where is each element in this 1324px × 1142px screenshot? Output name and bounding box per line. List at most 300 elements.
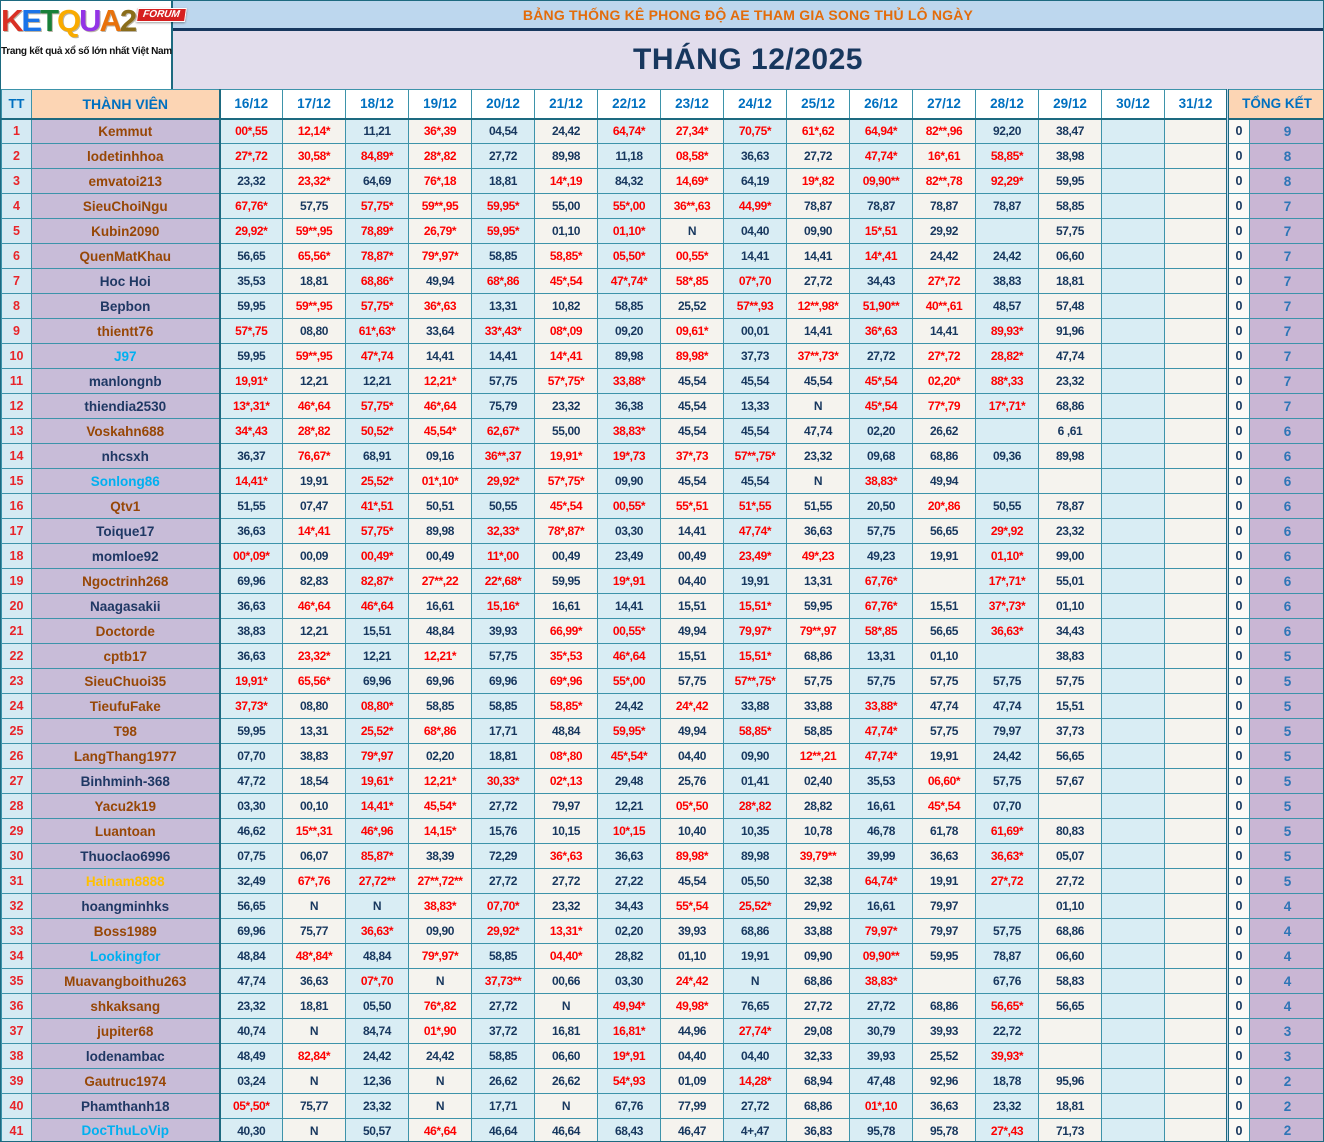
score-cell: 10,40 [661, 819, 724, 844]
score-cell [1165, 1044, 1228, 1069]
score-cell: 38,83* [598, 419, 661, 444]
score-cell: 59,95* [472, 194, 535, 219]
table-row [2, 819, 1324, 844]
score-cell: 04,40* [535, 944, 598, 969]
zero-count-cell: 0 [1228, 819, 1250, 844]
score-cell: 45,54 [661, 394, 724, 419]
row-number: 26 [2, 744, 32, 769]
score-cell [1165, 944, 1228, 969]
row-number: 36 [2, 994, 32, 1019]
score-cell: 15,51 [661, 644, 724, 669]
score-cell: 58*,85 [850, 619, 913, 644]
score-cell: 49,23 [850, 544, 913, 569]
score-cell: 59,95 [913, 944, 976, 969]
zero-count-cell: 0 [1228, 544, 1250, 569]
score-cell: 00,55* [661, 244, 724, 269]
score-cell: 01,41 [724, 769, 787, 794]
score-cell: 49,98* [661, 994, 724, 1019]
row-number: 28 [2, 794, 32, 819]
score-cell: 01,10 [913, 644, 976, 669]
score-cell: 65,56* [283, 244, 346, 269]
total-cell: 5 [1250, 844, 1324, 869]
score-cell: 18,54 [283, 769, 346, 794]
score-cell: 39,99 [850, 844, 913, 869]
member-name[interactable]: nhcsxh [32, 444, 220, 469]
member-name[interactable]: lodenambac [32, 1044, 220, 1069]
score-cell [976, 469, 1039, 494]
score-cell: 27*,72 [976, 869, 1039, 894]
zero-count-cell: 0 [1228, 519, 1250, 544]
col-header-date: 30/12 [1102, 90, 1165, 119]
score-cell: 57,75 [787, 669, 850, 694]
row-number: 1 [2, 119, 32, 144]
member-name[interactable]: TieufuFake [32, 694, 220, 719]
score-cell: 18,81 [283, 994, 346, 1019]
member-name[interactable]: Kemmut [32, 119, 220, 144]
member-name[interactable]: Hainam8888 [32, 869, 220, 894]
member-name[interactable]: T98 [32, 719, 220, 744]
score-cell: 36,37 [220, 444, 283, 469]
score-cell: 68,86 [787, 644, 850, 669]
score-cell: 27,74* [724, 1019, 787, 1044]
score-cell: 69,96 [220, 919, 283, 944]
score-cell [976, 644, 1039, 669]
score-cell [1102, 469, 1165, 494]
member-name[interactable]: Thuoclao6996 [32, 844, 220, 869]
score-cell: 38,83 [283, 744, 346, 769]
table-row [2, 1069, 1324, 1094]
score-cell: 47*,74 [346, 344, 409, 369]
score-cell: 55*,51 [661, 494, 724, 519]
member-name[interactable]: Bepbon [32, 294, 220, 319]
member-name[interactable]: LangThang1977 [32, 744, 220, 769]
score-cell: 40,30 [220, 1119, 283, 1142]
score-cell: 58,85 [472, 244, 535, 269]
score-cell: 16,81 [535, 1019, 598, 1044]
score-cell: 00,55* [598, 619, 661, 644]
score-cell: 59,95 [220, 344, 283, 369]
score-cell: 57,75 [472, 644, 535, 669]
zero-count-cell: 0 [1228, 419, 1250, 444]
score-cell: 04,40 [724, 219, 787, 244]
score-cell: 51,90** [850, 294, 913, 319]
score-cell: 55*,00 [598, 194, 661, 219]
score-cell: 16,61 [850, 794, 913, 819]
score-cell: 19,91* [220, 369, 283, 394]
score-cell [1039, 469, 1102, 494]
score-cell: 38,83* [850, 469, 913, 494]
score-cell: 57*,75 [220, 319, 283, 344]
score-cell: 84,89* [346, 144, 409, 169]
member-name[interactable]: SieuChuoi35 [32, 669, 220, 694]
score-cell: 15,76 [472, 819, 535, 844]
member-name[interactable]: hoangminhks [32, 894, 220, 919]
score-cell [976, 219, 1039, 244]
score-cell: 48,84 [535, 719, 598, 744]
member-name[interactable]: Ngoctrinh268 [32, 569, 220, 594]
member-name[interactable]: manlongnb [32, 369, 220, 394]
score-cell: 13,31 [787, 569, 850, 594]
score-cell: 67*,76 [283, 869, 346, 894]
member-name[interactable]: lodetinhhoa [32, 144, 220, 169]
score-cell [1165, 969, 1228, 994]
member-name[interactable]: Doctorde [32, 619, 220, 644]
score-cell: 09,36 [976, 444, 1039, 469]
score-cell [1165, 369, 1228, 394]
member-name[interactable]: Qtv1 [32, 494, 220, 519]
score-cell: 27,72 [472, 144, 535, 169]
score-cell: 01,09 [661, 1069, 724, 1094]
score-cell: 36,63* [976, 844, 1039, 869]
member-name[interactable]: Luantoan [32, 819, 220, 844]
score-cell: 59,95 [1039, 169, 1102, 194]
table-row [2, 394, 1324, 419]
score-cell [1102, 919, 1165, 944]
logo-tagline: Trang kết quả xổ số lớn nhất Việt Nam [1, 46, 172, 57]
score-cell: 58,85* [976, 144, 1039, 169]
score-cell: 79**,97 [787, 619, 850, 644]
member-name[interactable]: thiendia2530 [32, 394, 220, 419]
score-cell: 24,42 [913, 244, 976, 269]
score-cell: 09,90 [598, 469, 661, 494]
score-cell: 39,79** [787, 844, 850, 869]
table-row [2, 694, 1324, 719]
score-cell: 05,07 [1039, 844, 1102, 869]
score-cell: 33,88 [787, 919, 850, 944]
score-cell: 57,75 [976, 669, 1039, 694]
score-cell: 46,62 [220, 819, 283, 844]
score-cell: 24,42 [535, 119, 598, 144]
score-cell: 64,69 [346, 169, 409, 194]
member-name[interactable]: SieuChoiNgu [32, 194, 220, 219]
score-cell: 19,91 [913, 544, 976, 569]
score-cell: 35,53 [220, 269, 283, 294]
score-cell: 12**,98* [787, 294, 850, 319]
site-logo[interactable] [1, 1, 181, 89]
table-row [2, 894, 1324, 919]
score-cell: 41*,51 [346, 494, 409, 519]
member-name[interactable]: Voskahn688 [32, 419, 220, 444]
score-cell: 07*,70 [724, 269, 787, 294]
score-cell: 27,22 [598, 869, 661, 894]
col-header-date: 26/12 [850, 90, 913, 119]
score-cell: 50,55 [976, 494, 1039, 519]
total-cell: 5 [1250, 869, 1324, 894]
score-cell: 12,21* [409, 769, 472, 794]
member-name[interactable]: Kubin2090 [32, 219, 220, 244]
member-name[interactable]: momloe92 [32, 544, 220, 569]
row-number: 33 [2, 919, 32, 944]
score-cell: 59,95 [220, 719, 283, 744]
zero-count-cell: 0 [1228, 469, 1250, 494]
score-cell: 09,90** [850, 944, 913, 969]
score-cell: 36,63* [976, 619, 1039, 644]
row-number: 14 [2, 444, 32, 469]
table-row [2, 794, 1324, 819]
score-cell: 36*,63 [535, 844, 598, 869]
score-cell [1102, 544, 1165, 569]
score-cell: 23,32 [346, 1094, 409, 1119]
score-cell: 57*,75* [535, 369, 598, 394]
row-number: 20 [2, 594, 32, 619]
score-cell: 04,54 [472, 119, 535, 144]
member-name[interactable]: J97 [32, 344, 220, 369]
score-cell: 15,51 [346, 619, 409, 644]
zero-count-cell: 0 [1228, 794, 1250, 819]
score-cell: 30,58* [283, 144, 346, 169]
zero-count-cell: 0 [1228, 994, 1250, 1019]
score-cell: 58,85 [472, 694, 535, 719]
score-cell: 55*,00 [598, 669, 661, 694]
score-cell [1039, 1044, 1102, 1069]
score-cell: 79,97* [724, 619, 787, 644]
score-cell: 27,72 [472, 794, 535, 819]
logo-wordmark [1, 3, 135, 38]
score-cell [1102, 644, 1165, 669]
score-cell [1102, 494, 1165, 519]
score-cell [1165, 919, 1228, 944]
score-cell: 25,52 [913, 1044, 976, 1069]
score-cell: 44,99* [724, 194, 787, 219]
score-cell: 27,72 [787, 994, 850, 1019]
score-cell: 47,74 [220, 969, 283, 994]
member-name[interactable]: emvatoi213 [32, 169, 220, 194]
score-cell: 55*,54 [661, 894, 724, 919]
score-cell: 69*,96 [535, 669, 598, 694]
score-cell: 57,75 [850, 669, 913, 694]
table-row [2, 719, 1324, 744]
score-cell: 89,98* [661, 344, 724, 369]
score-cell [1039, 794, 1102, 819]
score-cell: 71,73 [1039, 1119, 1102, 1142]
score-cell: 58,85 [472, 1044, 535, 1069]
score-cell: 92,29* [976, 169, 1039, 194]
total-cell: 4 [1250, 894, 1324, 919]
row-number: 10 [2, 344, 32, 369]
score-cell [1165, 994, 1228, 1019]
member-name[interactable]: DocThuLoVip [32, 1119, 220, 1142]
score-cell [1165, 769, 1228, 794]
score-cell: N [661, 219, 724, 244]
table-row [2, 569, 1324, 594]
score-cell: 36,63 [220, 594, 283, 619]
score-cell: 09,90 [409, 919, 472, 944]
member-name[interactable]: Gautruc1974 [32, 1069, 220, 1094]
col-header-date: 24/12 [724, 90, 787, 119]
member-name[interactable]: Yacu2k19 [32, 794, 220, 819]
score-cell: 23,32 [787, 444, 850, 469]
score-cell: 59**,95 [283, 219, 346, 244]
zero-count-cell: 0 [1228, 294, 1250, 319]
score-cell: 76*,82 [409, 994, 472, 1019]
score-cell: 80,83 [1039, 819, 1102, 844]
table-row [2, 244, 1324, 269]
score-cell: 38,83 [1039, 644, 1102, 669]
row-number: 4 [2, 194, 32, 219]
score-cell: 14,41 [913, 319, 976, 344]
score-cell [1165, 1019, 1228, 1044]
member-name[interactable]: Naagasakii [32, 594, 220, 619]
table-row [2, 844, 1324, 869]
stats-table [1, 89, 1324, 1142]
score-cell: 45*,54 [913, 794, 976, 819]
score-cell: N [346, 894, 409, 919]
score-cell: 00,01 [724, 319, 787, 344]
score-cell [976, 419, 1039, 444]
member-name[interactable]: thientt76 [32, 319, 220, 344]
zero-count-cell: 0 [1228, 894, 1250, 919]
member-name[interactable]: cptb17 [32, 644, 220, 669]
score-cell: 72,29 [472, 844, 535, 869]
score-cell: 09,16 [409, 444, 472, 469]
score-cell: 45,54 [661, 419, 724, 444]
score-cell: 38,39 [409, 844, 472, 869]
score-cell: 82**,96 [913, 119, 976, 144]
member-name[interactable]: Lookingfor [32, 944, 220, 969]
score-cell: 08,80* [346, 694, 409, 719]
zero-count-cell: 0 [1228, 969, 1250, 994]
score-cell: 45*,54 [535, 269, 598, 294]
table-row [2, 994, 1324, 1019]
score-cell [1165, 744, 1228, 769]
score-cell: 49,94 [913, 469, 976, 494]
score-cell: 36**,37 [472, 444, 535, 469]
score-cell: 61,69* [976, 819, 1039, 844]
member-name[interactable]: Hoc Hoi [32, 269, 220, 294]
score-cell: 68,91 [346, 444, 409, 469]
score-cell [1102, 769, 1165, 794]
row-number: 2 [2, 144, 32, 169]
score-cell: 12,21* [409, 644, 472, 669]
score-cell: 59,95 [787, 594, 850, 619]
score-cell: N [724, 969, 787, 994]
score-cell: 29,92 [787, 894, 850, 919]
score-cell: 09,20 [598, 319, 661, 344]
score-cell: 36,63 [913, 1094, 976, 1119]
score-cell: 40**,61 [913, 294, 976, 319]
score-cell: 68,86 [787, 969, 850, 994]
score-cell: 38,83 [220, 619, 283, 644]
score-cell: 36,63 [913, 844, 976, 869]
member-name[interactable]: Toique17 [32, 519, 220, 544]
score-cell: 59,95* [598, 719, 661, 744]
score-cell: 19,91 [724, 569, 787, 594]
row-number: 17 [2, 519, 32, 544]
score-cell: 66,99* [535, 619, 598, 644]
score-cell: N [283, 1069, 346, 1094]
score-cell: 29,48 [598, 769, 661, 794]
score-cell: 51,55 [220, 494, 283, 519]
score-cell: 04,40 [724, 1044, 787, 1069]
score-cell: 36,38 [598, 394, 661, 419]
score-cell: 55,00 [535, 419, 598, 444]
member-name[interactable]: Binhminh-368 [32, 769, 220, 794]
score-cell: 6 ,61 [1039, 419, 1102, 444]
score-cell [1102, 444, 1165, 469]
score-cell: 15,51 [661, 594, 724, 619]
score-cell: 64,74* [850, 869, 913, 894]
score-cell: 25,76 [661, 769, 724, 794]
row-number: 22 [2, 644, 32, 669]
score-cell: 79,97 [913, 894, 976, 919]
table-row [2, 219, 1324, 244]
score-cell: 57,75 [661, 669, 724, 694]
score-cell: 23,32* [283, 169, 346, 194]
score-cell: 33,64 [409, 319, 472, 344]
score-cell: 12,21 [283, 619, 346, 644]
logo-letter: A [99, 3, 120, 38]
score-cell: 15,51* [724, 644, 787, 669]
header-area [1, 1, 1323, 89]
member-name[interactable]: Boss1989 [32, 919, 220, 944]
score-cell [1165, 394, 1228, 419]
total-cell: 6 [1250, 419, 1324, 444]
score-cell: 68,86 [1039, 394, 1102, 419]
score-cell: 27,72 [850, 994, 913, 1019]
row-number: 7 [2, 269, 32, 294]
total-cell: 6 [1250, 619, 1324, 644]
table-row [2, 419, 1324, 444]
score-cell: 47,74 [913, 694, 976, 719]
score-cell: 51,55 [787, 494, 850, 519]
score-cell: 68,86 [787, 1094, 850, 1119]
score-cell: 54*,93 [598, 1069, 661, 1094]
zero-count-cell: 0 [1228, 569, 1250, 594]
score-cell: 16,61 [850, 894, 913, 919]
score-cell: 55,01 [1039, 569, 1102, 594]
score-cell [1102, 269, 1165, 294]
total-cell: 7 [1250, 394, 1324, 419]
member-name[interactable]: Muavangboithu263 [32, 969, 220, 994]
score-cell: 06,60 [535, 1044, 598, 1069]
logo-letter: 2 [119, 3, 136, 38]
member-name[interactable]: jupiter68 [32, 1019, 220, 1044]
score-cell [1165, 1069, 1228, 1094]
score-cell [1102, 219, 1165, 244]
score-cell: 69,96 [409, 669, 472, 694]
score-cell: N [535, 994, 598, 1019]
zero-count-cell: 0 [1228, 594, 1250, 619]
score-cell [1165, 719, 1228, 744]
score-cell: 33,88* [850, 694, 913, 719]
row-number: 3 [2, 169, 32, 194]
member-name[interactable]: Phamthanh18 [32, 1094, 220, 1119]
score-cell: 57,75 [913, 669, 976, 694]
score-cell [1165, 444, 1228, 469]
member-name[interactable]: shkaksang [32, 994, 220, 1019]
score-cell: 34,43 [850, 269, 913, 294]
zero-count-cell: 0 [1228, 194, 1250, 219]
col-header-date: 25/12 [787, 90, 850, 119]
score-cell: 16,61 [535, 594, 598, 619]
score-cell: 27,72 [787, 144, 850, 169]
score-cell: 79,97 [913, 919, 976, 944]
score-cell: 89,98 [409, 519, 472, 544]
score-cell: 56,65 [220, 244, 283, 269]
score-cell: 12,21 [346, 644, 409, 669]
member-name[interactable]: QuenMatKhau [32, 244, 220, 269]
member-name[interactable]: Sonlong86 [32, 469, 220, 494]
table-row [2, 269, 1324, 294]
row-number: 29 [2, 819, 32, 844]
score-cell: 36,63 [220, 519, 283, 544]
table-row [2, 144, 1324, 169]
total-cell: 6 [1250, 469, 1324, 494]
zero-count-cell: 0 [1228, 669, 1250, 694]
score-cell: N [283, 1019, 346, 1044]
score-cell: 69,96 [220, 569, 283, 594]
total-cell: 5 [1250, 744, 1324, 769]
